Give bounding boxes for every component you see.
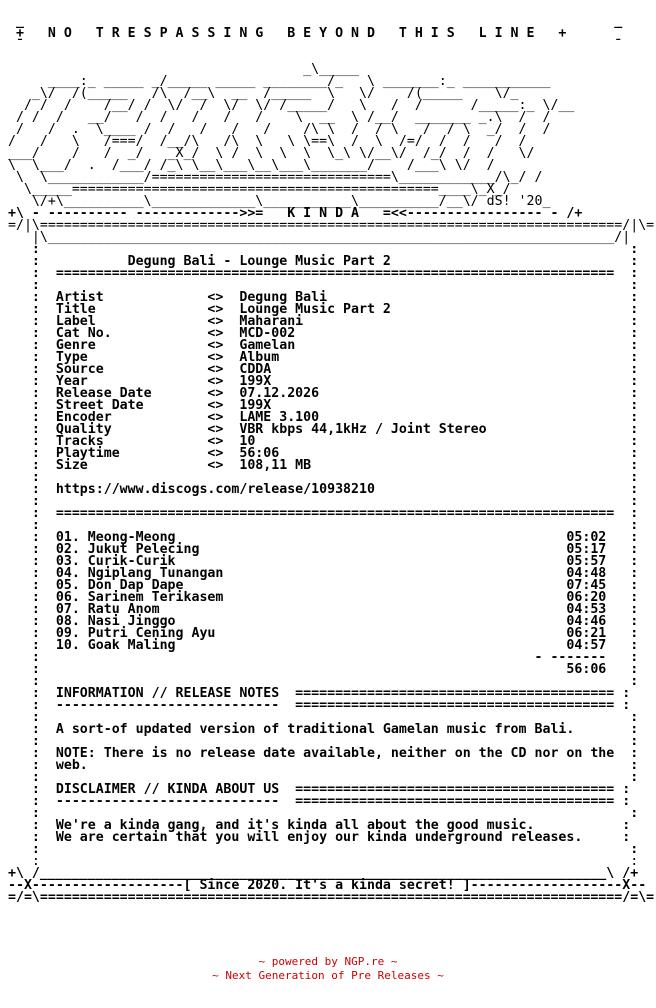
nfo-line: \ \___/ . /___/ /_\ \__\___\__\___\_______/ /___\ \/ / bbox=[8, 158, 495, 173]
nfo-line: : Genre <> Gamelan : bbox=[8, 338, 639, 353]
nfo-line: : 56:06 : bbox=[8, 662, 639, 677]
nfo-line: : : bbox=[8, 734, 639, 749]
nfo-line: : Cat No. <> MCD-002 : bbox=[8, 326, 639, 341]
nfo-line: : ====================================================================== : bbox=[8, 506, 639, 521]
nfo-line: : DISCLAIMER // KINDA ABOUT US ======================================== : bbox=[8, 782, 631, 797]
nfo-line: : : bbox=[8, 770, 639, 785]
nfo-line: : Label <> Maharani : bbox=[8, 314, 639, 329]
nfo-line: : 07. Ratu Anom 04:53 : bbox=[8, 602, 639, 617]
nfo-line: / / . \____ / / / / / /\ \ / / \ / / \ _/ / / bbox=[8, 122, 551, 137]
nfo-line: : We're a kinda gang, and it's kinda all about the good music. : bbox=[8, 818, 631, 833]
nfo-line: : : bbox=[8, 842, 639, 857]
nfo-line: =/|\=========================================================================/|\= bbox=[8, 218, 655, 233]
nfo-line: ____:_ _____ _/_____ _____ ________/_ \ _______:_ ___________ bbox=[8, 74, 551, 89]
nfo-line: / / \ /===/ /__/\ /\ \ \ \==\ / \ /=/ / / / / bbox=[8, 134, 527, 149]
nfo-line: _\/ /(_____ /\ /__\ __ /_____ \ \/ /(_____ \/_ bbox=[8, 86, 519, 101]
nfo-text-block bbox=[8, 16, 654, 904]
nfo-line: : : bbox=[8, 470, 639, 485]
nfo-line: \/+\__________\_____________\___________\__________/__\/ dS! '20_ bbox=[8, 194, 551, 209]
nfo-line: : Degung Bali - Lounge Music Part 2 : bbox=[8, 254, 639, 269]
nfo-line: : 03. Curik-Curik 05:57 : bbox=[8, 554, 639, 569]
nfo-line: : Source <> CDDA : bbox=[8, 362, 639, 377]
nfo-line: : : bbox=[8, 278, 639, 293]
nfo-line: : ====================================================================== : bbox=[8, 266, 639, 281]
nfo-line: : 01. Meong-Meong 05:02 : bbox=[8, 530, 639, 545]
nfo-line: : - ------- : bbox=[8, 650, 639, 665]
nfo-line: --X-------------------[ Since 2020. It's a kinda secret! ]-------------------X-- bbox=[8, 878, 647, 893]
nfo-line: : We are certain that you will enjoy our kinda underground releases. : bbox=[8, 830, 631, 845]
page-footer bbox=[0, 955, 656, 983]
nfo-line: : Playtime <> 56:06 : bbox=[8, 446, 639, 461]
nfo-line: _ _ bbox=[8, 14, 623, 29]
nfo-line: : : bbox=[8, 710, 639, 725]
nfo-line: +\ - ---------- ------------->>= K I N D A =<<----------------- - /+ bbox=[8, 206, 583, 221]
nfo-line: : : bbox=[8, 494, 639, 509]
nfo-line: : 08. Nasi Jinggo 04:46 : bbox=[8, 614, 639, 629]
footer-tagline: ~ Next Generation of Pre Releases ~ bbox=[212, 969, 444, 982]
powered-by-link[interactable]: ~ powered by NGP.re ~ bbox=[258, 955, 398, 968]
nfo-line: \ \____________/==============================\____________/\_/ / bbox=[8, 170, 543, 185]
nfo-line: : Title <> Lounge Music Part 2 : bbox=[8, 302, 639, 317]
nfo-line: : : bbox=[8, 854, 639, 869]
nfo-line: : Release Date <> 07.12.2026 : bbox=[8, 386, 639, 401]
nfo-line: =/=\=========================================================================/=\= bbox=[8, 890, 655, 905]
nfo-line: : Type <> Album : bbox=[8, 350, 639, 365]
nfo-line: : Year <> 199X : bbox=[8, 374, 639, 389]
nfo-line: : Size <> 108,11 MB : bbox=[8, 458, 639, 473]
nfo-line: : https://www.discogs.com/release/10938210 : bbox=[8, 482, 639, 497]
nfo-line: : 05. Don Dap Dape 07:45 : bbox=[8, 578, 639, 593]
nfo-line: : : bbox=[8, 806, 639, 821]
nfo-line: : INFORMATION // RELEASE NOTES ======================================== : bbox=[8, 686, 631, 701]
nfo-line: : Street Date <> 199X : bbox=[8, 398, 639, 413]
nfo-line: : 09. Putri Cening Ayu 06:21 : bbox=[8, 626, 639, 641]
nfo-line: : ---------------------------- ======================================== : bbox=[8, 794, 631, 809]
nfo-line: : Quality <> VBR kbps 44,1kHz / Joint Stereo : bbox=[8, 422, 639, 437]
nfo-line: : 04. Ngiplang Tunangan 04:48 : bbox=[8, 566, 639, 581]
nfo-line: : web. : bbox=[8, 758, 639, 773]
nfo-line: +\ /_______________________________________________________________________\ /+ bbox=[8, 866, 639, 881]
nfo-line: / / / __/ / / / / / \ __ \ /__/ _______ _.\ / / bbox=[8, 110, 551, 125]
nfo-line: : 06. Sarinem Terikasem 06:20 : bbox=[8, 590, 639, 605]
nfo-line: : A sort-of updated version of traditional Gamelan music from Bali. : bbox=[8, 722, 639, 737]
nfo-line: : Tracks <> 10 : bbox=[8, 434, 639, 449]
nfo-line: : : bbox=[8, 242, 639, 257]
nfo-line: ¯ ¯ bbox=[8, 38, 623, 53]
nfo-line: : : bbox=[8, 518, 639, 533]
nfo-line: / / / /__/ / \/ / \/ \/ /_____/ \ / / /_____:_ \/__ bbox=[8, 98, 575, 113]
nfo-line: : ---------------------------- ======================================== : bbox=[8, 698, 631, 713]
nfo-line: : Encoder <> LAME 3.100 : bbox=[8, 410, 639, 425]
nfo-line: _\_____ bbox=[8, 62, 359, 77]
nfo-line: : : bbox=[8, 674, 639, 689]
nfo-line: \_____==============================================____\_X_/ bbox=[8, 182, 511, 197]
nfo-line: |\_______________________________________________________________________/| bbox=[8, 230, 631, 245]
nfo-line: ___/ / / _/ _X_/ \ / \ \ \ \_\ \/__\/ /_/ / / \/ bbox=[8, 146, 535, 161]
nfo-line: : Artist <> Degung Bali : bbox=[8, 290, 639, 305]
nfo-line: : NOTE: There is no release date available, neither on the CD nor on the : bbox=[8, 746, 639, 761]
nfo-line: : 02. Jukut Pelecing 05:17 : bbox=[8, 542, 639, 557]
nfo-line: + N O T R E S P A S S I N G B E Y O N D T H I S L I N E + bbox=[8, 26, 567, 41]
nfo-line: : 10. Goak Maling 04:57 : bbox=[8, 638, 639, 653]
